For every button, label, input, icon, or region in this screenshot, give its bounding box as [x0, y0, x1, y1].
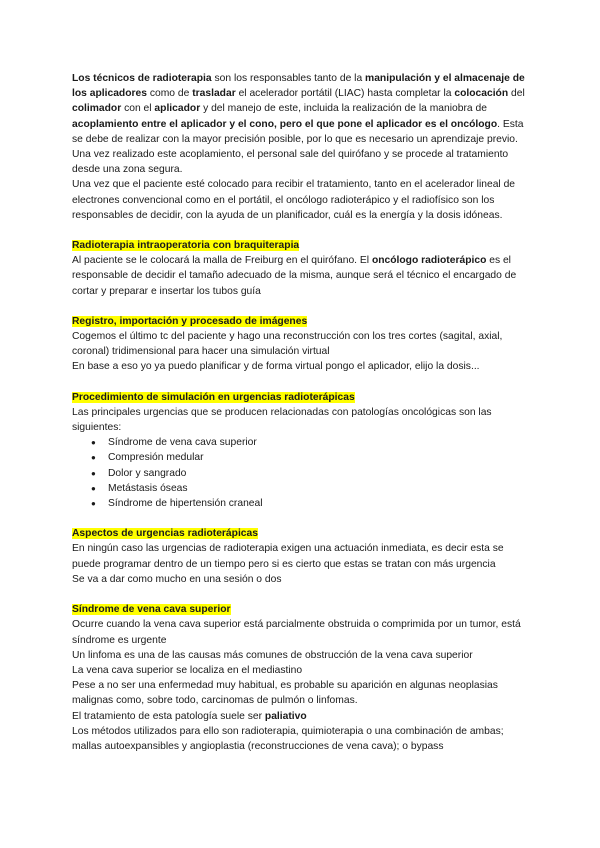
text-run: con el — [121, 103, 155, 115]
text-run: como de — [146, 88, 193, 100]
section-heading-braquiterapia — [72, 238, 532, 253]
list-item: ● Dolor y sangrado — [108, 466, 532, 481]
bold-run: Los técnicos de radioterapia — [72, 73, 212, 84]
document-body — [72, 71, 532, 754]
text-run: El tratamiento de esta patología suele ser — [72, 710, 265, 722]
section-heading-vena-cava — [72, 602, 532, 617]
list-item: ● Síndrome de vena cava superior — [108, 435, 532, 450]
vena-cava-paragraph-4: Pese a no ser una enfermedad muy habitual, es probable su aparición en algunas neoplasias malignas como, sobre todo, carcinomas de pulmón o linfomas. — [72, 680, 498, 707]
heading-highlight: Radioterapia intraoperatoria con braquiterapia — [72, 240, 300, 252]
text-run: y del manejo de este, incluida la realización de la maniobra de — [200, 103, 487, 115]
vena-cava-paragraph-5 — [72, 709, 532, 724]
list-item: ● Metástasis óseas — [108, 481, 532, 496]
list-item: ● Síndrome de hipertensión craneal — [108, 496, 532, 511]
heading-highlight: Procedimiento de simulación en urgencias radioterápicas — [72, 391, 355, 403]
bold-run: oncólogo radioterápico — [371, 255, 487, 267]
simulacion-paragraph: Las principales urgencias que se producen relacionadas con patologías oncológicas son las siguientes: — [72, 406, 492, 434]
section-heading-aspectos — [72, 526, 532, 541]
heading-highlight: Síndrome de vena cava superior — [72, 604, 231, 616]
aspectos-paragraph-1: En ningún caso las urgencias de radioterapia exigen una actuación inmediata, es decir esta se puede programar dentro de un tiempo pero si es cierto que estas se tratan con más urgencia — [72, 543, 504, 570]
section-heading-imagenes — [72, 314, 532, 329]
intro-paragraph — [72, 71, 532, 147]
vena-cava-paragraph-3: La vena cava superior se localiza en el mediastino — [72, 664, 303, 676]
urgencias-list — [72, 435, 532, 511]
braquiterapia-paragraph — [72, 253, 532, 299]
section-heading-simulacion — [72, 390, 532, 405]
bold-run: trasladar — [192, 88, 236, 100]
bold-run: colimador — [72, 103, 122, 115]
list-item: ● Compresión medular — [108, 450, 532, 465]
bold-run: paliativo — [264, 710, 307, 722]
text-run: es el responsable de decidir el tamaño adecuado de la misma, aunque será el técnico el encargado de cortar y preparar e insertar los tubos guía — [72, 255, 517, 297]
text-run: . Esta se debe de realizar con la mayor precisión posible, por lo que es necesario un aprendizaje previo. — [72, 118, 524, 145]
heading-highlight: Registro, importación y procesado de imágenes — [72, 315, 308, 327]
intro-paragraph-3: Una vez que el paciente esté colocado para recibir el tratamiento, tanto en el acelerador lineal de electrones convencional como en el portátil, el oncólogo radioterápico y el radiofísico son los responsables de decidir, con la ayuda de un planificador, cuál es la energía y la dosis idóneas. — [72, 179, 516, 221]
bold-run: manipulación y el almacenaje de los aplicadores — [72, 73, 525, 100]
bold-run: colocación — [454, 88, 509, 100]
imagenes-paragraph-2: En base a eso yo ya puedo planificar y de forma virtual pongo el aplicador, elijo la dosis... — [72, 361, 480, 373]
heading-highlight: Aspectos de urgencias radioterápicas — [72, 528, 258, 540]
text-run: son los responsables tanto de la — [211, 73, 366, 84]
text-run: Al paciente se le colocará la malla de Freiburg en el quirófano. El — [72, 255, 372, 267]
vena-cava-paragraph-1: Ocurre cuando la vena cava superior está parcialmente obstruida o comprimida por un tumor, está síndrome es urgente — [72, 619, 521, 646]
vena-cava-paragraph-2: Un linfoma es una de las causas más comunes de obstrucción de la vena cava superior — [72, 649, 473, 661]
text-run: del — [508, 88, 525, 100]
text-run: el acelerador portátil (LIAC) hasta completar la — [235, 88, 455, 100]
aspectos-paragraph-2: Se va a dar como mucho en una sesión o dos — [72, 573, 282, 585]
bold-run: aplicador — [154, 103, 201, 115]
bold-run: acoplamiento entre el aplicador y el cono, pero el que pone el aplicador es el oncólogo — [72, 118, 498, 130]
intro-paragraph-2: Una vez realizado este acoplamiento, el personal sale del quirófano y se procede al tratamiento desde una zona segura. — [72, 149, 509, 176]
vena-cava-paragraph-6: Los métodos utilizados para ello son radioterapia, quimioterapia o una combinación de ambas; mallas autoexpansibles y angioplastia (reconstrucciones de vena cava); o bypass — [72, 725, 504, 752]
imagenes-paragraph-1: Cogemos el último tc del paciente y hago una reconstrucción con los tres cortes (sagital, axial, coronal) tridimensional para hacer una simulación virtual — [72, 331, 503, 358]
